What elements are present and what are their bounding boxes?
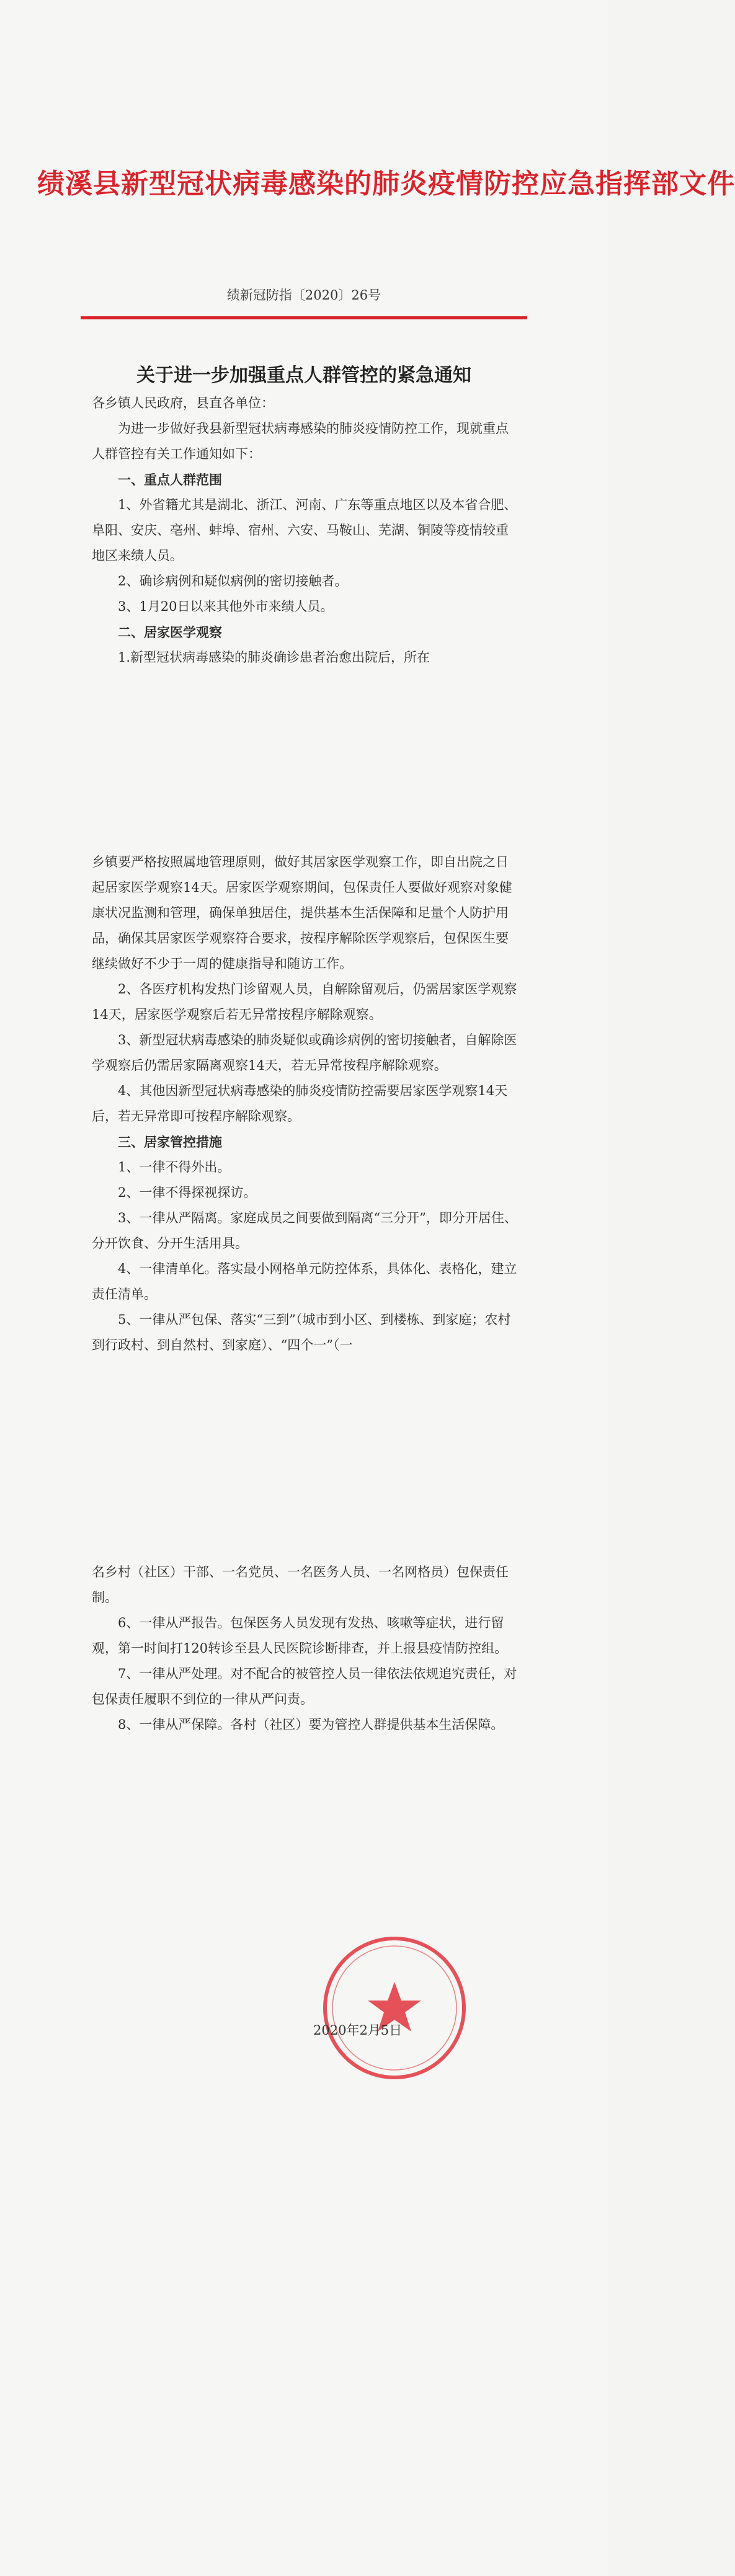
section-heading: 三、居家管控措施 [118,1134,222,1150]
section-heading: 一、重点人群范围 [118,472,222,487]
official-seal-icon [320,1934,469,2082]
paragraph: 为进一步做好我县新型冠状病毒感染的肺炎疫情防控工作，现就重点人群管控有关工作通知如下： [92,421,509,461]
paragraph: 3、新型冠状病毒感染的肺炎疑似或确诊病例的密切接触者，自解除医学观察后仍需居家隔离观察14天，若无异常按程序解除观察。 [92,1033,517,1073]
paragraph-continuation: 乡镇要严格按照属地管理原则，做好其居家医学观察工作，即自出院之日起居家医学观察14天。居家医学观察期间，包保责任人要做好观察对象健康状况监测和管理，确保单独居住，提供基本生活保障和足量个人防护用品，确保其居家医学观察符合要求，按程序解除医学观察后，包保医生要继续做好不少于一周的健康指导和随访工作。 [92,855,512,971]
notice-title: 关于进一步加强重点人群管控的紧急通知 [136,365,471,386]
document-issuer-header: 绩溪县新型冠状病毒感染的肺炎疫情防控应急指挥部文件 [37,168,735,200]
red-divider-line [81,316,527,319]
body-section-3 [92,1560,520,1738]
paragraph: 1.新型冠状病毒感染的肺炎确诊患者治愈出院后，所在 [118,650,430,665]
paragraph: 8、一律从严保障。各村（社区）要为管控人群提供基本生活保障。 [118,1717,504,1732]
section-heading: 二、居家医学观察 [118,624,222,640]
document-number: 绩新冠防指〔2020〕26号 [226,288,381,303]
body-section-1 [92,391,520,670]
salutation: 各乡镇人民政府，县直各单位： [92,396,274,411]
paragraph: 4、一律清单化。落实最小网格单元防控体系，具体化、表格化，建立责任清单。 [92,1261,517,1302]
body-section-2 [92,850,520,1358]
paragraph: 3、一律从严隔离。家庭成员之间要做到隔离“三分开”，即分开居住、分开饮食、分开生活用具。 [92,1210,517,1251]
paragraph: 3、1月20日以来其他外市来绩人员。 [118,599,334,614]
paragraph: 7、一律从严处理。对不配合的被管控人员一律依法依规追究责任，对包保责任履职不到位的一律从严问责。 [92,1666,517,1707]
paragraph: 1、一律不得外出。 [118,1160,231,1175]
signature-date: 2020年2月5日 [313,2023,403,2038]
paragraph: 2、一律不得探视探访。 [118,1185,257,1200]
paragraph: 1、外省籍尤其是湖北、浙江、河南、广东等重点地区以及本省合肥、阜阳、安庆、亳州、蚌埠、宿州、六安、马鞍山、芜湖、铜陵等疫情较重地区来绩人员。 [92,497,517,563]
paragraph-continuation: 名乡村（社区）干部、一名党员、一名医务人员、一名网格员）包保责任制。 [92,1565,509,1605]
paragraph: 5、一律从严包保、落实“三到”（城市到小区、到楼栋、到家庭；农村到行政村、到自然村、到家庭）、“四个一”（一 [92,1312,511,1352]
paragraph: 6、一律从严报告。包保医务人员发现有发热、咳嗽等症状，进行留观，第一时间打120转诊至县人民医院诊断排查，并上报县疫情防控组。 [92,1615,508,1656]
paragraph: 4、其他因新型冠状病毒感染的肺炎疫情防控需要居家医学观察14天后，若无异常即可按程序解除观察。 [92,1083,508,1124]
paragraph: 2、各医疗机构发热门诊留观人员，自解除留观后，仍需居家医学观察14天，居家医学观察后若无异常按程序解除观察。 [92,982,517,1022]
paragraph: 2、确诊病例和疑似病例的密切接触者。 [118,574,348,588]
